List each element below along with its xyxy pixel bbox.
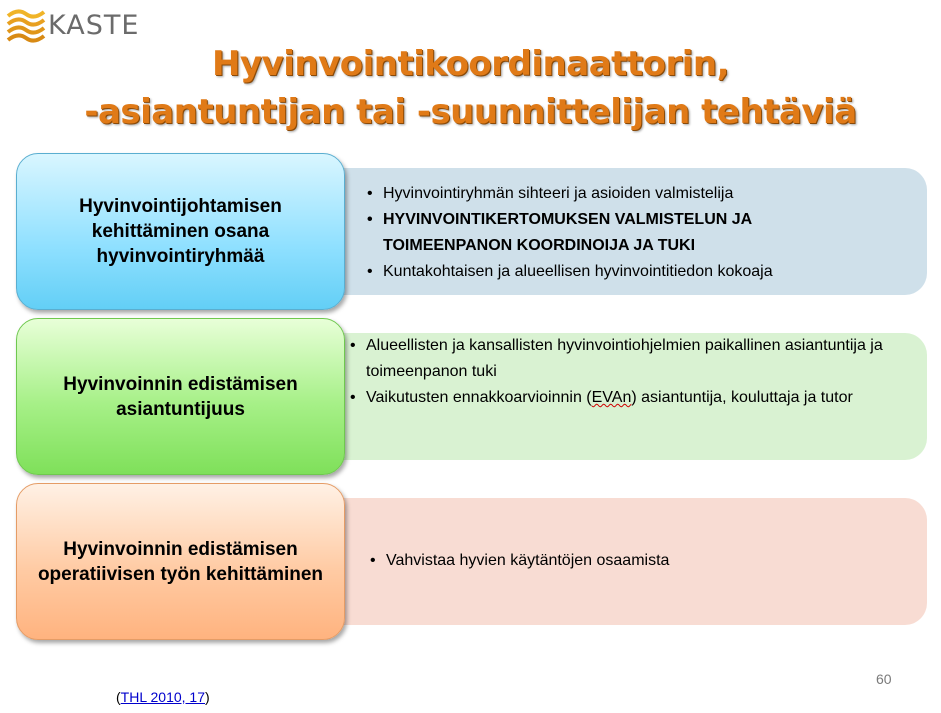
row-2-bullet-2-after: ) asiantuntija, kouluttaja ja tutor bbox=[631, 389, 853, 406]
row-3-card-label: Hyvinvoinnin edistämisen operatiivisen työn kehittäminen bbox=[37, 538, 324, 585]
slide-title bbox=[0, 40, 941, 136]
row-1-bullet-3: • Kuntakohtaisen ja alueellisen hyvinvointitiedon kokoaja bbox=[367, 259, 867, 285]
row-1-bullet-2: • HYVINVOINTIKERTOMUKSEN VALMISTELUN JA TOIMEENPANON KOORDINOIJA JA TUKI bbox=[367, 207, 867, 259]
citation-link[interactable]: THL 2010, 17 bbox=[120, 689, 205, 705]
row-3-bullet-1: • Vahvistaa hyvien käytäntöjen osaamista bbox=[370, 548, 870, 574]
citation-close-paren: ) bbox=[205, 689, 210, 705]
row-2-bullet-2 bbox=[350, 385, 900, 411]
title-line-1: Hyvinvointikoordinaattorin, bbox=[211, 44, 730, 84]
row-2-card bbox=[16, 318, 345, 475]
row-1-card-label: Hyvinvointijohtamisen kehittäminen osana hyvinvointiryhmää bbox=[79, 196, 282, 267]
citation bbox=[116, 689, 210, 705]
page-number: 60 bbox=[876, 671, 892, 687]
title-line-2: -asiantuntijan tai -suunnittelijan tehtäviä bbox=[84, 92, 857, 132]
row-2-bullet-2-before: Vaikutusten ennakkoarvioinnin ( bbox=[366, 389, 592, 406]
row-1-bullet-1: • Hyvinvointiryhmän sihteeri ja asioiden valmistelija bbox=[367, 181, 867, 207]
row-3-card bbox=[16, 483, 345, 640]
logo-text: KASTE bbox=[48, 10, 140, 41]
row-1-card bbox=[16, 153, 345, 310]
row-3-bullet-list bbox=[370, 548, 870, 574]
row-2-card-label: Hyvinvoinnin edistämisen asiantuntijuus bbox=[63, 373, 298, 420]
row-1-bullet-list bbox=[367, 181, 867, 285]
spellcheck-marked-word: EVAn bbox=[591, 389, 632, 406]
row-2-bullet-list bbox=[350, 333, 900, 411]
row-2-bullet-1: • Alueellisten ja kansallisten hyvinvointiohjelmien paikallinen asiantuntija ja toimeenpanon tuki bbox=[350, 333, 900, 385]
citation-open-paren: ( bbox=[116, 689, 121, 705]
